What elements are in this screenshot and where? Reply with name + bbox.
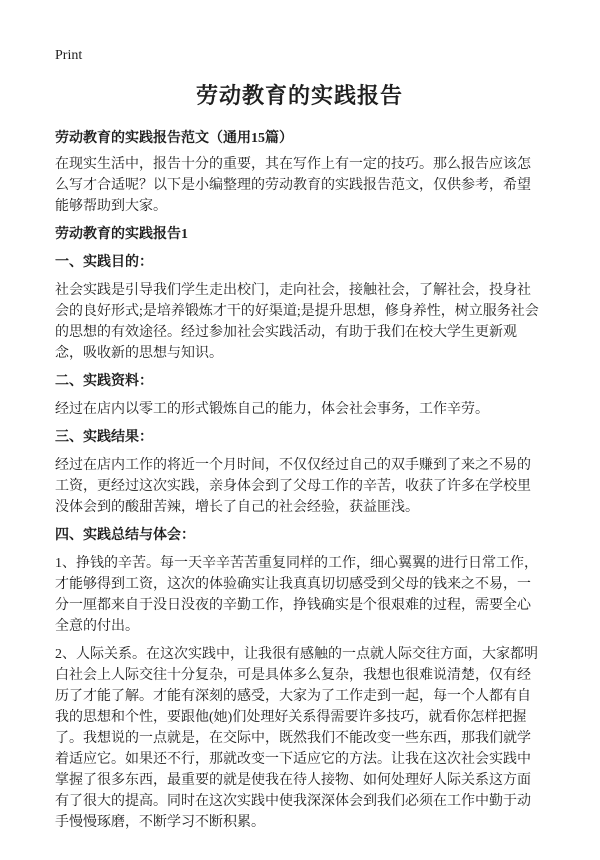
heading-practice-content: 二、实践资料： bbox=[55, 374, 153, 389]
heading-practice-purpose: 一、实践目的： bbox=[55, 255, 153, 270]
article-body bbox=[55, 224, 544, 833]
article-intro-paragraph: 在现实生活中，报告十分的重要，其在写作上有一定的技巧。那么报告应该怎么写才合适呢？以下是小编整理的劳动教育的实践报告范文，仅供参考，希望能够帮助到大家。 bbox=[55, 157, 531, 214]
article-title: 劳动教育的实践报告 bbox=[195, 83, 403, 108]
para-summary-item-2: 2、人际关系。在这次实践中，让我很有感触的一点就人际交往方面，大家都明白社会上人际交往十分复杂，可是具体多么复杂，我想也很难说清楚，仅有经历了才能了解。才能有深刻的感受，大家为了工作走到一起，每一个人都有自我的思想和个性，要跟他(她)们处理好关系得需要许多技巧，就看你怎样把握了。我想说的一点就是，在交际中，既然我们不能改变一些东西，那我们就学着适应它。如果还不行，那就改变一下适应它的方法。让我在这次社会实践中掌握了很多东西，最重要的就是使我在待人接物、如何处理好人际关系这方面有了很大的提高。同时在这次实践中使我深深体会到我们必须在工作中勤于动手慢慢琢磨，不断学习不断积累。 bbox=[55, 647, 538, 830]
print-button[interactable]: Print bbox=[55, 48, 83, 63]
article-subtitle: 劳动教育的实践报告范文（通用15篇） bbox=[55, 131, 293, 146]
para-practice-result: 经过在店内工作的将近一个月时间，不仅仅经过自己的双手赚到了来之不易的工资，更经过这次实践，亲身体会到了父母工作的辛苦，收获了许多在学校里没体会到的酸甜苦辣，增长了自己的社会经验，获益匪浅。 bbox=[55, 458, 531, 515]
para-practice-purpose: 社会实践是引导我们学生走出校门，走向社会，接触社会，了解社会，投身社会的良好形式;是培养锻炼才干的好渠道;是提升思想，修身养性，树立服务社会的思想的有效途径。经过参加社会实践活动，有助于我们在校大学生更新观念，吸收新的思想与知识。 bbox=[55, 283, 539, 361]
para-summary-item-1: 1、挣钱的辛苦。每一天辛辛苦苦重复同样的工作，细心翼翼的进行日常工作，才能够得到工资，这次的体验确实让我真真切切感受到父母的钱来之不易，一分一厘都来自于没日没夜的辛勤工作，挣钱确实是个很艰难的过程，需要全心全意的付出。 bbox=[55, 556, 538, 634]
heading-practice-summary: 四、实践总结与体会： bbox=[55, 528, 195, 543]
heading-practice-result: 三、实践结果： bbox=[55, 430, 153, 445]
para-practice-content: 经过在店内以零工的形式锻炼自己的能力，体会社会事务，工作辛劳。 bbox=[55, 402, 489, 417]
heading-report-1: 劳动教育的实践报告1 bbox=[55, 227, 188, 242]
